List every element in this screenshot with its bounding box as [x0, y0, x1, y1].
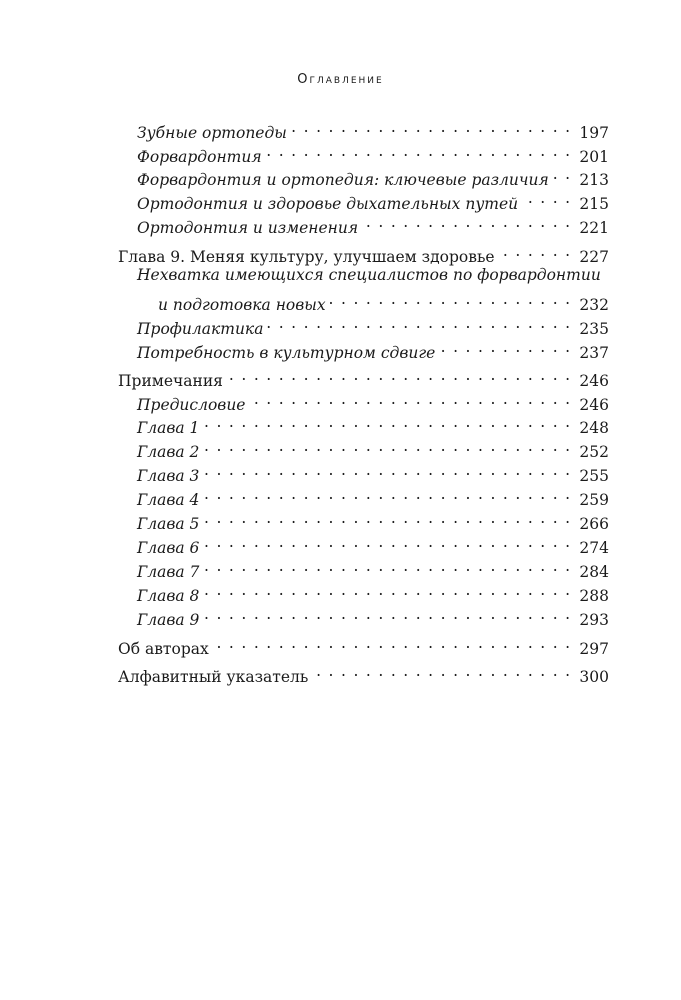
toc-entry-label: Глава 8	[137, 587, 200, 605]
dot-leader	[266, 140, 572, 162]
toc-chapter-entry[interactable]	[118, 660, 609, 686]
toc-entry-page: 221	[579, 219, 609, 237]
dot-leader	[213, 632, 572, 654]
toc-entry-page: 284	[579, 563, 609, 581]
toc-entry-page: 274	[579, 539, 609, 557]
dot-leader	[203, 603, 571, 625]
toc-entry-label: Глава 2	[137, 443, 200, 461]
toc-entry-page: 237	[579, 344, 609, 362]
dot-leader	[203, 411, 571, 433]
toc-entry[interactable]	[137, 116, 609, 142]
toc-entry[interactable]	[137, 388, 609, 414]
dot-leader	[203, 483, 571, 505]
dot-leader	[203, 435, 571, 457]
toc-entry-label: Форвардонтия и ортопедия: ключевые различия	[137, 171, 549, 189]
toc-entry[interactable]	[137, 336, 609, 362]
toc-entry[interactable]	[137, 483, 609, 509]
toc-entry[interactable]	[137, 211, 609, 237]
toc-entry-label: Об авторах	[118, 640, 209, 658]
toc-entry[interactable]	[137, 163, 609, 189]
dot-leader	[203, 507, 571, 529]
toc-entry-page: 259	[579, 491, 609, 509]
toc-entry-page: 252	[579, 443, 609, 461]
toc-entry-page: 227	[579, 248, 609, 266]
toc-entry-label: Глава 4	[137, 491, 200, 509]
toc-entry[interactable]	[137, 187, 609, 213]
dot-leader	[203, 531, 571, 553]
dot-leader	[439, 336, 571, 358]
toc-entry-label: Форвардонтия	[137, 148, 262, 166]
toc-entry[interactable]	[137, 435, 609, 461]
toc-entry-label: Потребность в культурном сдвиге	[137, 344, 436, 362]
toc-entry-label-line1[interactable]: Нехватка имеющихся специалистов по форвардонтии	[137, 266, 601, 284]
toc-entry-page: 246	[579, 372, 609, 390]
toc-entry-label-line2: и подготовка новых	[158, 296, 326, 314]
dot-leader	[203, 459, 571, 481]
toc-entry-label: Глава 1	[137, 419, 200, 437]
toc-entry[interactable]	[137, 603, 609, 629]
toc-entry-label: Глава 6	[137, 539, 200, 557]
dot-leader	[249, 388, 571, 410]
toc-entry-page: 266	[579, 515, 609, 533]
toc-entry[interactable]	[158, 288, 609, 314]
dot-leader	[291, 116, 571, 138]
toc-entry-label: Глава 5	[137, 515, 200, 533]
page-title: Оглавление	[297, 72, 384, 87]
dot-leader	[267, 312, 571, 334]
toc-entry-label: Ортодонтия и здоровье дыхательных путей	[137, 195, 519, 213]
toc-entry-page: 201	[579, 148, 609, 166]
toc-entry-page: 246	[579, 396, 609, 414]
toc-entry[interactable]	[137, 555, 609, 581]
toc-entry-label: Примечания	[118, 372, 223, 390]
dot-leader	[553, 163, 572, 185]
toc-entry-page: 215	[579, 195, 609, 213]
dot-leader	[330, 288, 572, 310]
toc-entry-page: 288	[579, 587, 609, 605]
toc-chapter-entry[interactable]	[118, 364, 609, 390]
toc-entry-page: 293	[579, 611, 609, 629]
toc-chapter-entry[interactable]	[118, 632, 609, 658]
toc-entry[interactable]	[137, 411, 609, 437]
toc-entry-page: 235	[579, 320, 609, 338]
dot-leader	[362, 211, 571, 233]
dot-leader	[522, 187, 571, 209]
toc-entry-label: Глава 3	[137, 467, 200, 485]
toc-entry-label: Профилактика	[137, 320, 264, 338]
toc-entry[interactable]	[137, 507, 609, 533]
dot-leader	[203, 555, 571, 577]
toc-entry-label: Зубные ортопеды	[137, 124, 287, 142]
toc-entry-page: 213	[579, 171, 609, 189]
toc-entry-label: Ортодонтия и изменения	[137, 219, 359, 237]
toc-entry-page: 255	[579, 467, 609, 485]
dot-leader	[203, 579, 571, 601]
toc-entry[interactable]	[137, 140, 609, 166]
toc-entry-label: Глава 9. Меняя культуру, улучшаем здоровье	[118, 248, 495, 266]
toc-entry-label: Глава 7	[137, 563, 200, 581]
toc-entry-label: Алфавитный указатель	[118, 668, 309, 686]
toc-entry-page: 248	[579, 419, 609, 437]
toc-entry-page: 297	[579, 640, 609, 658]
toc-entry[interactable]	[137, 579, 609, 605]
toc-entry[interactable]	[137, 312, 609, 338]
toc-entry[interactable]	[137, 459, 609, 485]
dot-leader	[227, 364, 571, 386]
toc-entry-label: Предисловие	[137, 396, 246, 414]
toc-entry-page: 197	[579, 124, 609, 142]
dot-leader	[312, 660, 571, 682]
toc-entry-page: 232	[579, 296, 609, 314]
toc-chapter-entry[interactable]	[118, 240, 609, 266]
toc-entry[interactable]	[137, 531, 609, 557]
toc-entry-label: Глава 9	[137, 611, 200, 629]
dot-leader	[499, 240, 572, 262]
toc-entry-page: 300	[579, 668, 609, 686]
